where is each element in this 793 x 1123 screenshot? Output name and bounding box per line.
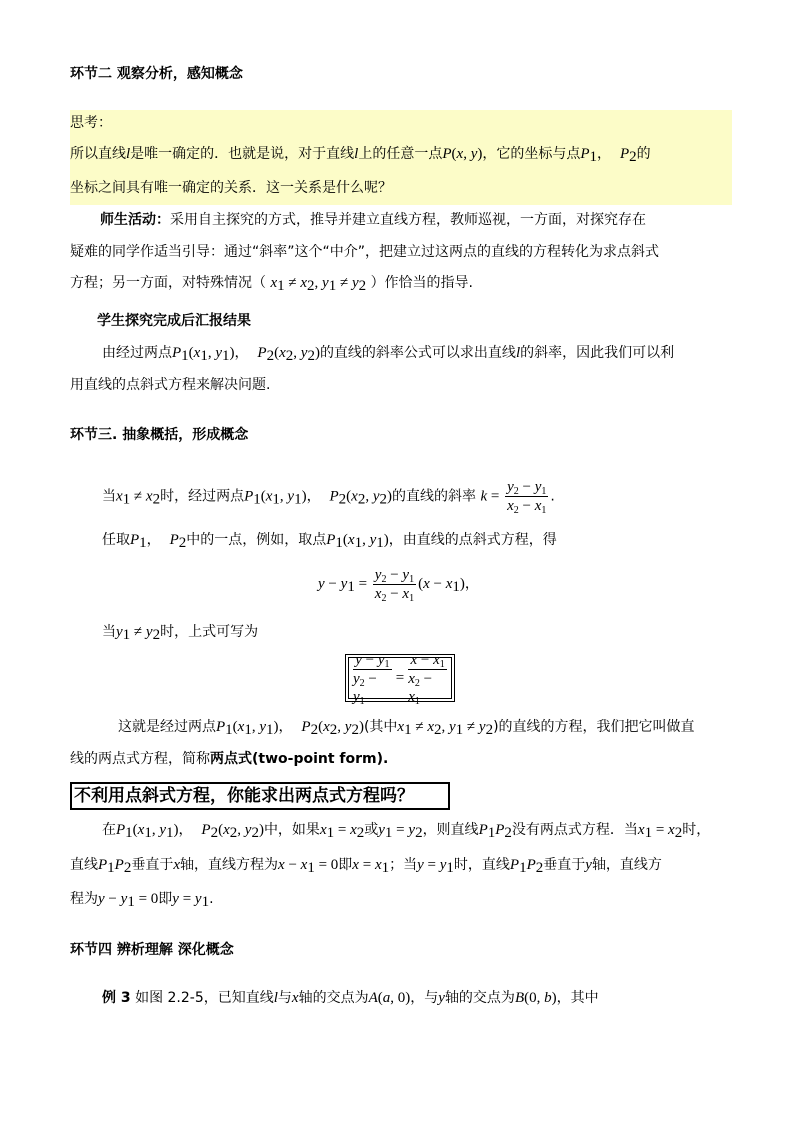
- take-point-line: 任取$P_1$， $P_2$中的一点，例如，取点$P_1(x_1$, $y_1$)，由直线的点斜式方程，得: [102, 532, 557, 551]
- slope-line: 当$x_1 \ne x_2$时，经过两点$P_1(x_1$, $y_1$)， $P_2(x_2$, $y_2$)的直线的斜率 k = $\frac{y_2 - y_1}{x_2 - x_1}$ .: [102, 479, 555, 516]
- definition-line-1: 这就是经过两点$P_1(x_1$, $y_1$)， $P_2(x_2$, $y_2$)(其中$x_1 \ne x_2$, $y_1 \ne y_2$)的直线的方程，我们把它叫做直: [118, 719, 695, 738]
- report-line-2: 用直线的点斜式方程来解决问题.: [70, 377, 271, 393]
- special-line-2: 直线$P_1P_2$垂直于x轴，直线方程为$x - x_1 = 0$即$x = x_1$；当$y = y_1$时，直线$P_1P_2$垂直于y轴，直线方: [70, 857, 662, 876]
- question-box: 不利用点斜式方程，你能求出两点式方程吗？: [70, 782, 450, 810]
- example-3-line: 例 3 如图 2.2-5，已知直线l与x轴的交点为A(a, 0)，与y轴的交点为B(0, b)，其中: [102, 990, 599, 1006]
- activity-line-1: 师生活动：采用自主探究的方式，推导并建立直线方程，教师巡视，一方面，对探究存在: [100, 212, 646, 228]
- special-line-3: 程为$y - y_1 = 0$即$y = y_1$.: [70, 891, 214, 910]
- report-heading: 学生探究完成后汇报结果: [97, 313, 251, 329]
- think-line-1: 所以直线l是唯一确定的．也就是说，对于直线l上的任意一点P(x, y)，它的坐标与点$P_1$， $P_2$的: [70, 146, 651, 165]
- section-4-heading: 环节四 辨析理解 深化概念: [70, 942, 234, 958]
- activity-line-3: 方程；另一方面，对特殊情况（ $x_1 \ne x_2$, $y_1 \ne y_2$ ）作恰当的指导.: [70, 275, 474, 294]
- condition-line: 当$y_1 \ne y_2$时，上式可写为: [102, 624, 259, 643]
- slope-fraction: $\frac{y_2 - y_1}{x_2 - x_1}$: [507, 479, 547, 516]
- definition-line-2: 线的两点式方程，简称两点式(two-point form).: [70, 751, 389, 767]
- section-2-heading: 环节二 观察分析，感知概念: [70, 66, 243, 82]
- activity-line-2: 疑难的同学作适当引导：通过“斜率”这个“中介”，把建立过这两点的直线的方程转化为求点斜式: [70, 244, 660, 260]
- section-3-heading: 环节三. 抽象概括，形成概念: [70, 427, 249, 443]
- special-line-1: 在$P_1(x_1$, $y_1$)， $P_2(x_2$, $y_2$)中，如果$x_1 = x_2$或$y_1 = y_2$，则直线$P_1P_2$没有两点式方程．当$x_1 = x_2$时，: [102, 822, 711, 841]
- think-label: 思考：: [70, 115, 112, 131]
- point-slope-equation: $y - y_1$ = $\frac{y_2 - y_1}{x_2 - x_1}$ $(x - x_1)$，: [318, 566, 479, 604]
- report-line-1: 由经过两点$P_1(x_1$, $y_1$)， $P_2(x_2$, $y_2$)的直线的斜率公式可以求出直线l的斜率，因此我们可以利: [102, 345, 675, 364]
- two-point-formula-box: $\frac{y - y_1}{y_2 - y_1}$ = $\frac{x - x_1}{x_2 - x_1}$: [345, 654, 455, 702]
- think-line-2: 坐标之间具有唯一确定的关系．这一关系是什么呢？: [70, 180, 392, 196]
